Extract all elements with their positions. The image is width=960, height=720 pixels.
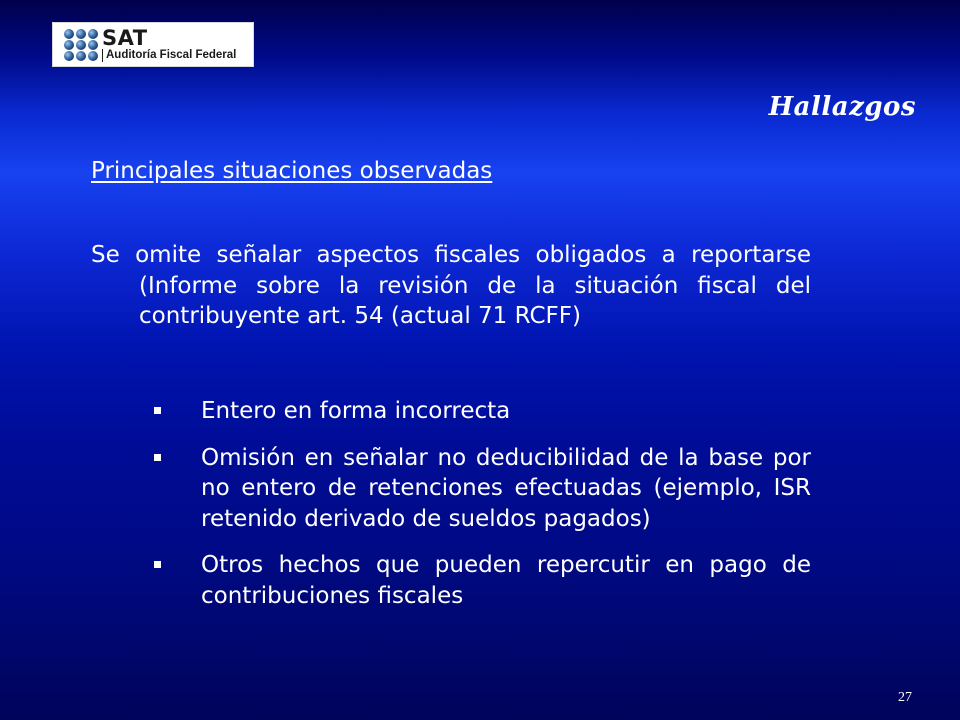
bullet-item [152,443,811,535]
bullet-text: Entero en forma incorrecta [201,398,511,424]
bullet-text: Otros hechos que pueden repercutir en pago de contribuciones fiscales [201,552,811,609]
bullet-list [152,396,811,627]
square-bullet-icon [154,561,161,568]
square-bullet-icon [154,454,161,461]
sat-logo-mark-icon [63,28,99,62]
bullet-item [152,550,811,611]
page-number: 27 [898,690,912,705]
logo-name: SAT [102,26,148,50]
square-bullet-icon [154,407,161,414]
bullet-text: Omisión en señalar no deducibilidad de la base por no entero de retenciones efectuadas (ejemplo, ISR retenido derivado de sueldos pagados) [201,444,811,532]
main-paragraph: Se omite señalar aspectos fiscales obligados a reportarse (Informe sobre la revisión de la situación fiscal del contribuyente art. 54 (actual 71 RCFF) [91,242,811,329]
slide-subtitle: Principales situaciones observadas [91,158,493,184]
bullet-item [152,396,811,427]
logo-subtitle: Auditoría Fiscal Federal [102,49,236,62]
sat-logo [52,22,254,67]
section-title: Hallazgos [768,92,916,122]
